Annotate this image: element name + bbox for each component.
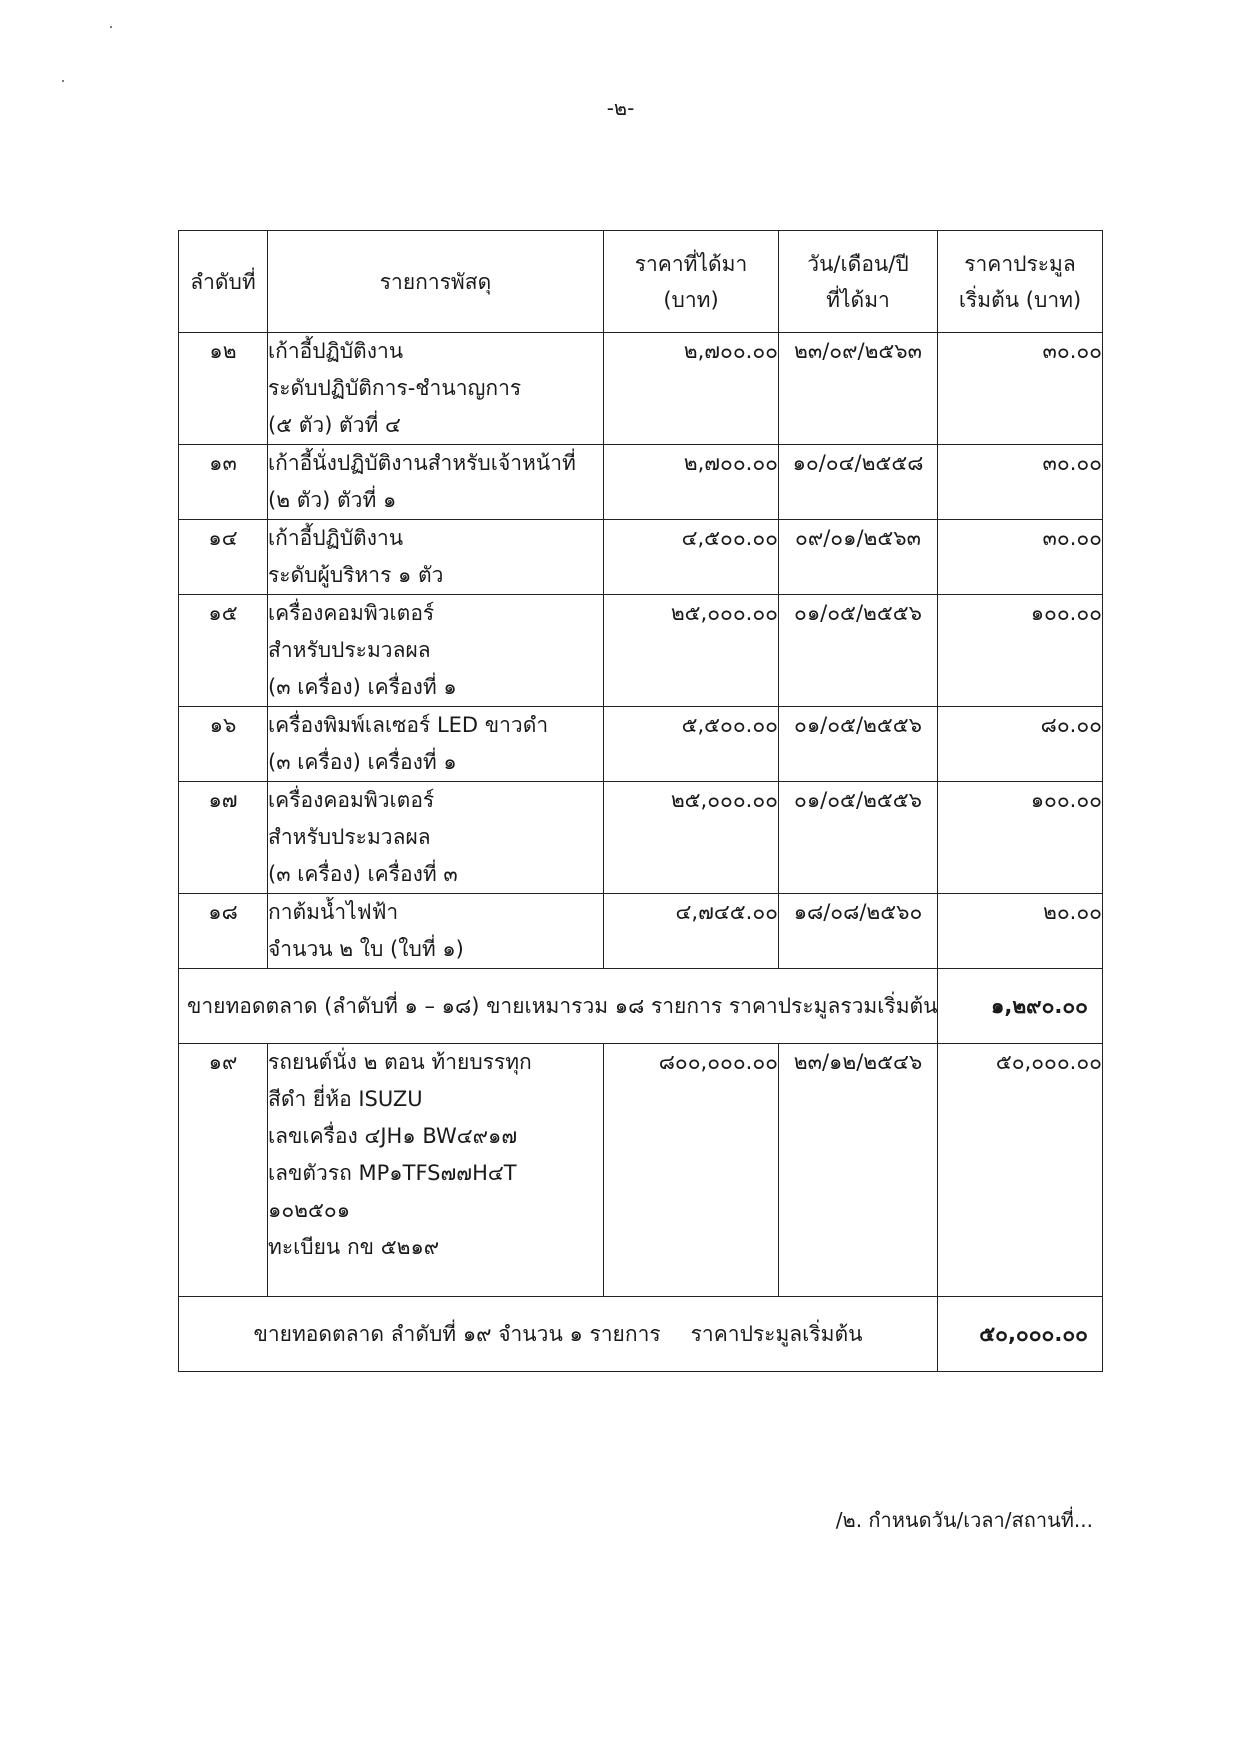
row-price: ๒,๗๐๐.๐๐: [604, 445, 779, 520]
description-line: เครื่องคอมพิวเตอร์: [268, 788, 435, 812]
row-start-price: ๑๐๐.๐๐: [938, 782, 1103, 894]
summary-vehicle-right: ราคาประมูลเริ่มต้น: [690, 1321, 863, 1346]
row-description: [268, 595, 604, 707]
description-line: สำหรับประมวลผล: [268, 825, 431, 849]
description-line: เก้าอี้ปฏิบัติงาน: [268, 526, 404, 550]
description-line: สำหรับประมวลผล: [268, 638, 431, 662]
table-row: [179, 445, 1103, 520]
row-start-price: ๒๐.๐๐: [938, 894, 1103, 969]
description-line: เครื่องคอมพิวเตอร์: [268, 601, 435, 625]
scan-speck: [110, 26, 112, 28]
row-price: ๕,๕๐๐.๐๐: [604, 707, 779, 782]
row-no: ๑๓: [179, 445, 268, 520]
description-line: (๓ เครื่อง) เครื่องที่ ๑: [268, 750, 457, 774]
row-start-price: ๓๐.๐๐: [938, 520, 1103, 595]
table-row: [179, 333, 1103, 445]
summary-vehicle-text: [179, 1297, 938, 1372]
table-header-row: [179, 231, 1103, 333]
description-line: เก้าอี้นั่งปฏิบัติงานสำหรับเจ้าหน้าที่: [268, 451, 576, 475]
description-line: เครื่องพิมพ์เลเซอร์ LED ขาวดำ: [268, 713, 549, 737]
table-row: [179, 520, 1103, 595]
table-row: [179, 894, 1103, 969]
row-date: ๐๑/๐๕/๒๕๕๖: [779, 707, 938, 782]
summary-row-vehicle: [179, 1297, 1103, 1372]
description-line: รถยนต์นั่ง ๒ ตอน ท้ายบรรทุก: [268, 1050, 532, 1074]
table-row: [179, 782, 1103, 894]
row-date: ๐๑/๐๕/๒๕๕๖: [779, 782, 938, 894]
row-price: ๘๐๐,๐๐๐.๐๐: [604, 1044, 779, 1297]
row-date: ๑๘/๐๘/๒๕๖๐: [779, 894, 938, 969]
header-start-price: ราคาประมูล เริ่มต้น (บาท): [938, 231, 1103, 333]
table-row: [179, 707, 1103, 782]
row-no: ๑๘: [179, 894, 268, 969]
row-price: ๒๕,๐๐๐.๐๐: [604, 782, 779, 894]
page-number: -๒-: [606, 96, 635, 120]
row-description: [268, 445, 604, 520]
row-no: ๑๖: [179, 707, 268, 782]
summary-row-lot: [179, 969, 1103, 1044]
summary-lot-value: ๑,๒๙๐.๐๐: [938, 969, 1103, 1044]
row-no: ๑๒: [179, 333, 268, 445]
row-price: ๔,๕๐๐.๐๐: [604, 520, 779, 595]
description-line: สีดำ ยี่ห้อ ISUZU: [268, 1087, 423, 1111]
row-description: [268, 707, 604, 782]
row-price: ๒,๗๐๐.๐๐: [604, 333, 779, 445]
row-date: ๒๓/๑๒/๒๕๔๖: [779, 1044, 938, 1297]
scan-speck: [62, 80, 64, 82]
description-line: กาต้มน้ำไฟฟ้า: [268, 900, 399, 924]
description-line: เลขตัวรถ MP๑TFS๗๗H๔T: [268, 1161, 517, 1185]
table-body: [179, 333, 1103, 969]
row-price: ๔,๗๔๕.๐๐: [604, 894, 779, 969]
description-line: จำนวน ๒ ใบ (ใบที่ ๑): [268, 937, 464, 961]
parcel-table: [178, 230, 1103, 1372]
row-start-price: ๓๐.๐๐: [938, 333, 1103, 445]
row-date: ๐๑/๐๕/๒๕๕๖: [779, 595, 938, 707]
description-line: ๑๐๒๕๐๑: [268, 1198, 351, 1222]
row-start-price: ๑๐๐.๐๐: [938, 595, 1103, 707]
description-line: เก้าอี้ปฏิบัติงาน: [268, 339, 404, 363]
table-row: [179, 1044, 1103, 1297]
row-no: ๑๕: [179, 595, 268, 707]
description-line: ระดับปฏิบัติการ-ชำนาญการ: [268, 376, 522, 400]
row-date: ๑๐/๐๔/๒๕๕๘: [779, 445, 938, 520]
description-line: เลขเครื่อง ๔JH๑ BW๔๙๑๗: [268, 1124, 518, 1148]
row-start-price: ๕๐,๐๐๐.๐๐: [938, 1044, 1103, 1297]
row-start-price: ๓๐.๐๐: [938, 445, 1103, 520]
header-price: ราคาที่ได้มา (บาท): [604, 231, 779, 333]
description-line: (๒ ตัว) ตัวที่ ๑: [268, 488, 397, 512]
table-row: [179, 595, 1103, 707]
header-no: ลำดับที่: [179, 231, 268, 333]
row-start-price: ๘๐.๐๐: [938, 707, 1103, 782]
row-no: ๑๗: [179, 782, 268, 894]
row-description: [268, 520, 604, 595]
summary-lot-text: ขายทอดตลาด (ลำดับที่ ๑ – ๑๘) ขายเหมารวม ๑๘ รายการ ราคาประมูลรวมเริ่มต้น: [179, 969, 938, 1044]
row-no: ๑๔: [179, 520, 268, 595]
row-description: [268, 333, 604, 445]
header-item: รายการพัสดุ: [268, 231, 604, 333]
description-line: (๓ เครื่อง) เครื่องที่ ๓: [268, 862, 458, 886]
row-date: ๐๙/๐๑/๒๕๖๓: [779, 520, 938, 595]
row-description: [268, 782, 604, 894]
summary-vehicle-left: ขายทอดตลาด ลำดับที่ ๑๙ จำนวน ๑ รายการ: [253, 1321, 661, 1346]
row-no: ๑๙: [179, 1044, 268, 1297]
description-line: (๓ เครื่อง) เครื่องที่ ๑: [268, 675, 457, 699]
row-date: ๒๓/๐๙/๒๕๖๓: [779, 333, 938, 445]
header-date: วัน/เดือน/ปี ที่ได้มา: [779, 231, 938, 333]
description-line: ทะเบียน กข ๕๒๑๙: [268, 1235, 440, 1259]
description-line: (๕ ตัว) ตัวที่ ๔: [268, 413, 401, 437]
continuation-note: /๒. กำหนดวัน/เวลา/สถานที่...: [835, 1508, 1093, 1532]
row-description: [268, 1044, 604, 1297]
description-line: ระดับผู้บริหาร ๑ ตัว: [268, 563, 444, 587]
row-price: ๒๕,๐๐๐.๐๐: [604, 595, 779, 707]
summary-vehicle-value: ๕๐,๐๐๐.๐๐: [938, 1297, 1103, 1372]
row-description: [268, 894, 604, 969]
